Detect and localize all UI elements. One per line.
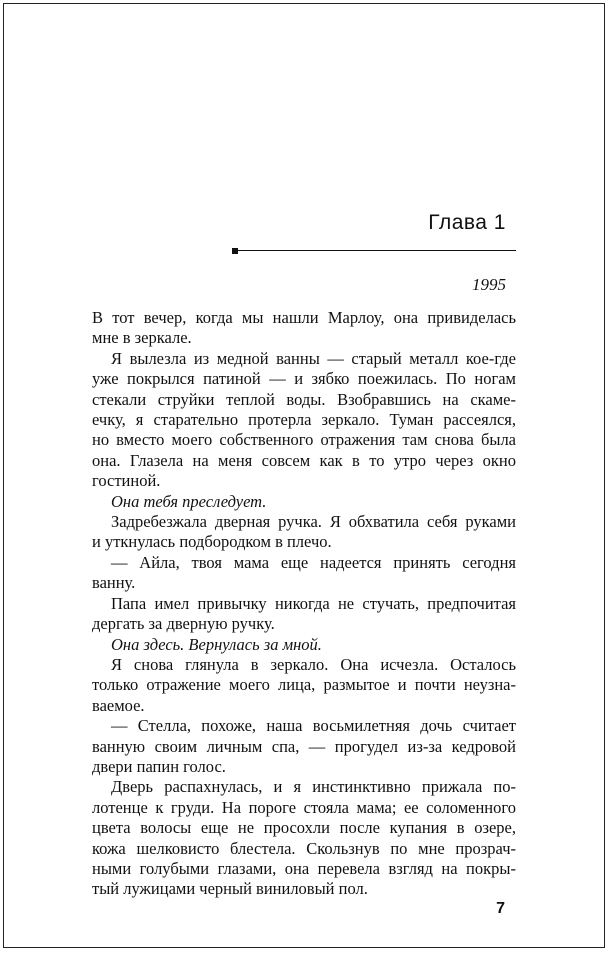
title-rule-dot xyxy=(232,248,238,254)
text-line: Папа имел привычку никогда не стучать, предпочитая xyxy=(111,593,516,613)
text-line: — Айла, твоя мама еще надеется принять сегодня xyxy=(111,552,516,572)
text-line: В тот вечер, когда мы нашли Марлоу, она привиделась xyxy=(92,308,516,327)
text-line: стекали струйки теплой воды. Взобравшись на скаме- xyxy=(92,389,516,409)
text-line: мне в зеркале. xyxy=(92,328,192,348)
text-line: Дверь распахнулась, и я инстинктивно прижала по- xyxy=(111,777,516,797)
text-line: ваемое. xyxy=(92,695,145,715)
text-line: ванну. xyxy=(92,573,136,593)
text-line: Я снова глянула в зеркало. Она исчезла. Осталось xyxy=(111,654,516,674)
text-line: тый лужицами черный виниловый пол. xyxy=(92,879,368,899)
text-line: Задребезжала дверная ручка. Я обхватила себя руками xyxy=(111,512,516,532)
text-line: ечку, я старательно протерла зеркало. Туман рассеялся, xyxy=(92,410,516,430)
text-line: но вместо моего собственного отражения там снова была xyxy=(92,430,516,450)
text-line: двери папин голос. xyxy=(92,756,226,776)
text-line: ными голубыми глазами, она перевела взгляд на покры- xyxy=(92,858,516,878)
text-line: дергать за дверную ручку. xyxy=(92,614,275,634)
text-line: она. Глазела на меня совсем как в то утро через окно xyxy=(92,450,516,470)
text-line-italic: Она здесь. Вернулась за мной. xyxy=(111,634,322,654)
text-line: кожа шелковисто блестела. Скользнув по мне прозрач- xyxy=(92,838,516,858)
text-line-italic: Она тебя преследует. xyxy=(111,491,267,511)
text-line: Я вылезла из медной ванны — старый металл кое-где xyxy=(111,348,516,368)
chapter-year: 1995 xyxy=(472,275,506,294)
page-number: 7 xyxy=(496,900,505,917)
text-line: уже покрылся патиной — и зябко поежилась. По ногам xyxy=(92,369,516,389)
chapter-title: Глава 1 xyxy=(428,211,506,234)
title-rule xyxy=(237,250,516,251)
page xyxy=(3,3,605,948)
text-line: гостиной. xyxy=(92,471,161,491)
text-line: ванную своим личным спа, — прогудел из-за кедровой xyxy=(92,736,516,756)
text-line: и уткнулась подбородком в плечо. xyxy=(92,532,332,552)
text-line: цвета волосы еще не просохли после купания в озере, xyxy=(92,818,516,838)
body-text xyxy=(92,308,516,900)
text-line: — Стелла, похоже, наша восьмилетняя дочь считает xyxy=(111,716,516,736)
text-line: лотенце к груди. На пороге стояла мама; ее соломенного xyxy=(92,797,516,817)
text-line: только отражение моего лица, размытое и почти неузна- xyxy=(92,675,516,695)
